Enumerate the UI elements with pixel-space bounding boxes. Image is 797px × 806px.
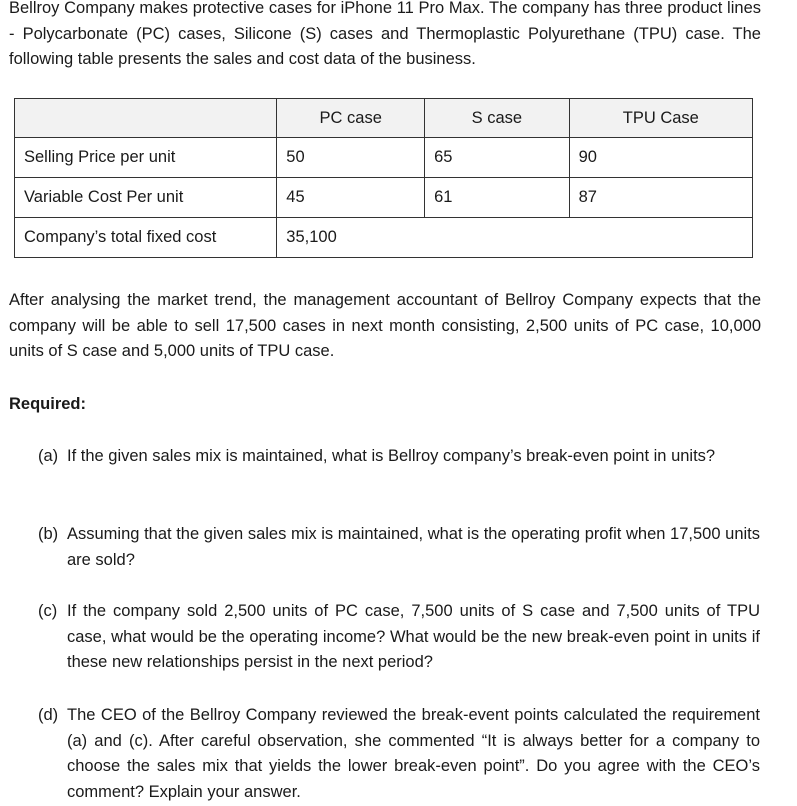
table-cell: 90 <box>569 138 752 178</box>
table-cell: 61 <box>425 178 569 218</box>
sales-cost-table <box>14 98 753 258</box>
question-label: (a) <box>38 447 59 465</box>
required-heading: Required: <box>9 395 87 413</box>
table-cell: 65 <box>425 138 569 178</box>
question-d <box>38 703 760 805</box>
table-cell: 35,100 <box>277 218 753 258</box>
market-trend-paragraph: After analysing the market trend, the management accountant of Bellroy Company expects that the company will be able to sell 17,500 cases in next month consisting, 2,500 units of PC case, 10,000 units of S case and 5,000 units of TPU case. <box>9 291 761 360</box>
table-header-cell: TPU Case <box>569 99 752 138</box>
question-text: If the company sold 2,500 units of PC case, 7,500 units of S case and 7,500 units of TPU case, what would be the operating income? What would be the new break-even point in units if these new relationships persist in the next period? <box>67 602 760 671</box>
question-text: Assuming that the given sales mix is maintained, what is the operating profit when 17,500 units are sold? <box>67 525 760 569</box>
table-cell: 50 <box>277 138 425 178</box>
table-header-cell <box>15 99 277 138</box>
table-header-cell: PC case <box>277 99 425 138</box>
table-row <box>15 178 753 218</box>
row-label: Company’s total fixed cost <box>15 218 277 258</box>
row-label: Selling Price per unit <box>15 138 277 178</box>
row-label: Variable Cost Per unit <box>15 178 277 218</box>
question-c <box>38 599 760 676</box>
question-b <box>38 522 760 573</box>
question-label: (b) <box>38 525 59 543</box>
table-header-cell: S case <box>425 99 569 138</box>
table-cell: 45 <box>277 178 425 218</box>
question-label: (c) <box>38 602 58 620</box>
table-row <box>15 218 753 258</box>
intro-paragraph: Bellroy Company makes protective cases for iPhone 11 Pro Max. The company has three product lines - Polycarbonate (PC) cases, Silicone (S) cases and Thermoplastic Polyurethane (TPU) case. The following table presents the sales and cost data of the business. <box>9 0 761 68</box>
question-text: If the given sales mix is maintained, what is Bellroy company’s break-even point in units? <box>67 447 716 465</box>
question-a <box>38 444 760 470</box>
question-label: (d) <box>38 706 59 724</box>
table-row <box>15 138 753 178</box>
table-cell: 87 <box>569 178 752 218</box>
question-text: The CEO of the Bellroy Company reviewed the break-event points calculated the requirement (a) and (c). After careful observation, she commented “It is always better for a company to choose the sales mix that yields the lower break-even point”. Do you agree with the CEO’s comment? Explain your answer. <box>67 706 760 801</box>
table-header-row <box>15 99 753 138</box>
